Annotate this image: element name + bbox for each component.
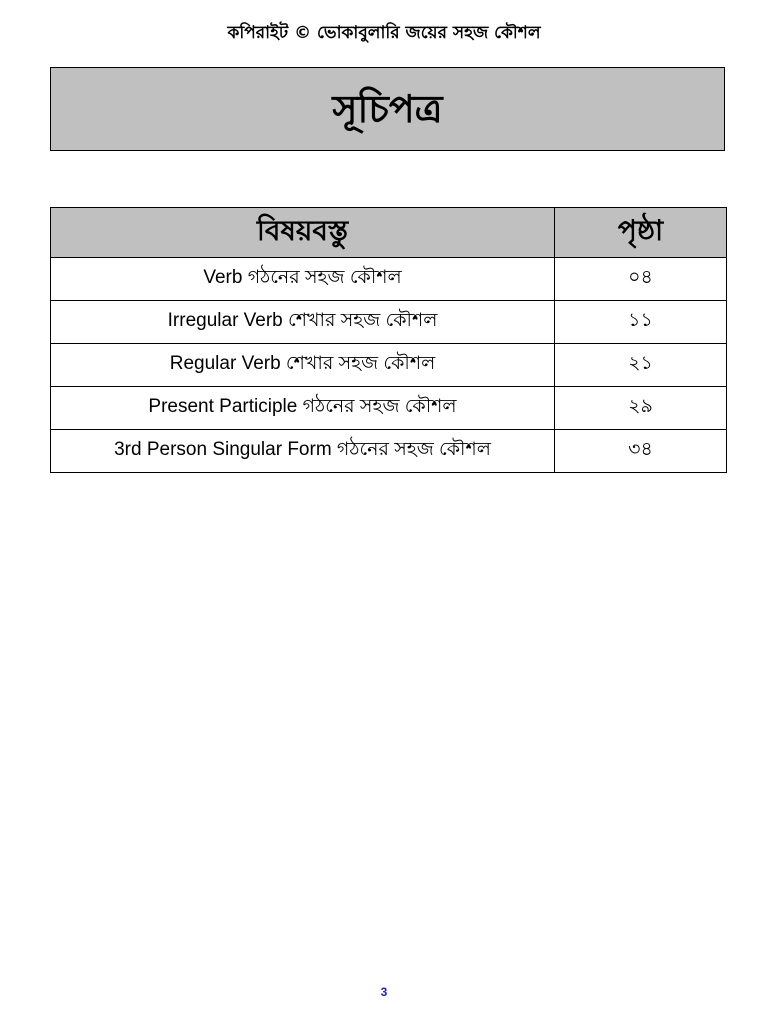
page-number: 3 (380, 985, 388, 999)
topic-cell[interactable]: Regular Verb শেখার সহজ কৌশল (51, 344, 555, 387)
table-row[interactable] (51, 258, 727, 301)
column-header-topic: বিষয়বস্তু (51, 208, 555, 258)
title-banner (50, 67, 725, 151)
topic-cell[interactable]: Irregular Verb শেখার সহজ কৌশল (51, 301, 555, 344)
page-cell: ২১ (555, 344, 727, 387)
table-row[interactable] (51, 430, 727, 473)
table-row[interactable] (51, 301, 727, 344)
table-row[interactable] (51, 344, 727, 387)
table-row[interactable] (51, 387, 727, 430)
table-of-contents (50, 207, 727, 473)
topic-cell[interactable]: 3rd Person Singular Form গঠনের সহজ কৌশল (51, 430, 555, 473)
topic-cell[interactable]: Verb গঠনের সহজ কৌশল (51, 258, 555, 301)
topic-cell[interactable]: Present Participle গঠনের সহজ কৌশল (51, 387, 555, 430)
copyright-header: কপিরাইট © ভোকাবুলারি জয়ের সহজ কৌশল (227, 23, 541, 43)
page-cell: ১১ (555, 301, 727, 344)
page-cell: ৩৪ (555, 430, 727, 473)
page-title: সূচিপত্র (332, 87, 443, 131)
page-cell: ০৪ (555, 258, 727, 301)
table-header-row (51, 208, 727, 258)
column-header-page: পৃষ্ঠা (555, 208, 727, 258)
page-cell: ২৯ (555, 387, 727, 430)
